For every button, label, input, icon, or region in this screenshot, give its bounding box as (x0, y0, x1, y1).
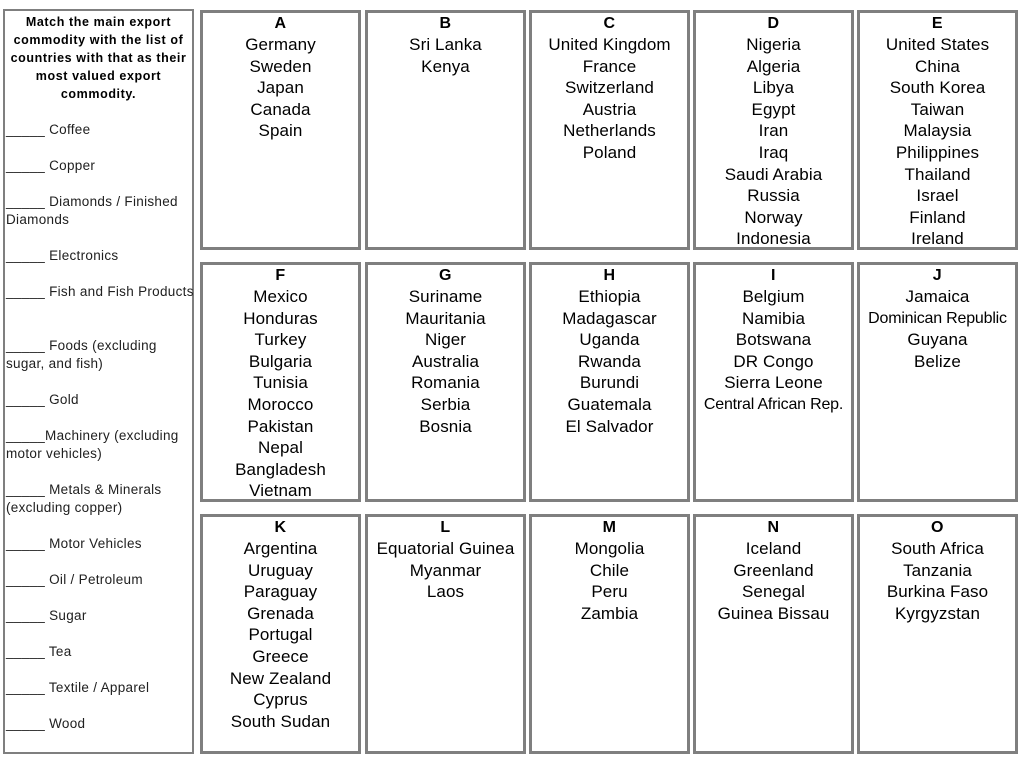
country-name: Malaysia (903, 121, 972, 141)
country-name: Canada (250, 99, 311, 119)
group-letter: A (274, 15, 287, 32)
country-name: Germany (245, 35, 316, 54)
group-letter: J (932, 267, 943, 284)
country-name: Belgium (742, 287, 805, 306)
commodity-sidebar (3, 9, 194, 754)
country-name: Argentina (243, 539, 318, 558)
country-list (696, 286, 851, 416)
country-name: Philippines (895, 142, 980, 162)
country-name: Laos (426, 582, 465, 602)
country-name: DR Congo (733, 351, 814, 371)
commodity-item[interactable]: _____ Motor Vehicles (6, 536, 142, 551)
country-name: Taiwan (910, 99, 965, 119)
country-list (532, 34, 687, 164)
group-letter: L (440, 519, 451, 536)
country-name: Niger (424, 330, 467, 350)
country-name: Israel (916, 186, 959, 206)
country-name: Algeria (746, 56, 801, 76)
country-name: Iran (758, 121, 789, 141)
country-name: Nigeria (746, 35, 801, 54)
country-name: Sri Lanka (409, 35, 482, 54)
country-group-n (693, 514, 854, 754)
country-name: Jamaica (905, 287, 970, 306)
commodity-item[interactable]: _____ Copper (6, 158, 96, 173)
country-name: Guinea Bissau (717, 603, 830, 623)
country-name: Finland (909, 207, 966, 227)
country-name: Peru (591, 582, 628, 602)
country-group-o (857, 514, 1018, 754)
country-name: Poland (582, 142, 637, 162)
country-list (860, 34, 1015, 250)
country-name: South Sudan (230, 711, 331, 731)
country-name: Serbia (420, 394, 471, 414)
country-group-b (365, 10, 526, 250)
country-list (368, 286, 523, 437)
country-name: Spain (258, 121, 303, 141)
country-name: Romania (411, 373, 480, 393)
country-name: Guatemala (567, 394, 652, 414)
country-name: Saudi Arabia (724, 164, 823, 184)
country-name: Greece (252, 646, 309, 666)
country-name: Burundi (579, 373, 640, 393)
country-name: Zambia (580, 603, 639, 623)
group-letter: K (274, 519, 287, 536)
country-name: Rwanda (578, 351, 641, 371)
country-name: Libya (752, 78, 795, 98)
country-name: Greenland (733, 560, 814, 580)
country-name: Turkey (254, 330, 307, 350)
country-name: Bulgaria (248, 351, 313, 371)
country-name: El Salvador (565, 416, 654, 436)
country-name: Cyprus (253, 690, 308, 710)
country-name: Japan (257, 78, 304, 98)
commodity-item[interactable]: _____ Foods (excluding sugar, and fish) (6, 338, 157, 371)
country-name: Grenada (247, 603, 314, 623)
country-name: Nepal (258, 438, 303, 458)
country-name: Pakistan (247, 416, 314, 436)
country-name: Central African Rep. (703, 395, 844, 413)
country-name: Australia (411, 351, 480, 371)
country-name: Mauritania (405, 308, 486, 328)
country-group-j (857, 262, 1018, 502)
country-list (368, 34, 523, 77)
country-list (860, 286, 1015, 372)
commodity-item[interactable]: _____ Sugar (6, 608, 87, 623)
group-letter: B (439, 15, 452, 32)
country-name: Indonesia (736, 229, 811, 249)
country-list (696, 34, 851, 250)
commodity-item[interactable]: _____ Wood (6, 716, 86, 731)
commodity-item[interactable]: _____ Oil / Petroleum (6, 572, 143, 587)
country-list (203, 538, 358, 732)
group-letter: C (603, 15, 616, 32)
country-group-c (529, 10, 690, 250)
country-name: Norway (744, 207, 803, 227)
country-name: Guyana (907, 330, 968, 350)
country-name: Burkina Faso (886, 582, 989, 602)
commodity-item[interactable]: _____ Textile / Apparel (6, 680, 150, 695)
country-name: Ethiopia (578, 287, 641, 306)
country-list (860, 538, 1015, 624)
country-name: Austria (582, 99, 637, 119)
country-list (203, 34, 358, 142)
country-name: South Africa (891, 539, 984, 558)
country-name: Madagascar (562, 308, 657, 328)
country-name: South Korea (889, 78, 986, 98)
country-name: Vietnam (249, 481, 312, 501)
country-name: United Kingdom (548, 35, 671, 54)
group-letter: E (931, 15, 944, 32)
country-list (696, 538, 851, 624)
country-name: Chile (589, 560, 630, 580)
country-group-l (365, 514, 526, 754)
commodity-item[interactable]: _____Machinery (excluding motor vehicles) (6, 428, 179, 461)
country-name: Paraguay (243, 582, 318, 602)
group-letter: I (771, 267, 776, 284)
group-letter: F (275, 267, 286, 284)
group-letter: O (931, 519, 944, 536)
country-group-i (693, 262, 854, 502)
country-name: Senegal (741, 582, 806, 602)
group-letter: M (602, 519, 617, 536)
country-group-a (200, 10, 361, 250)
country-name: Netherlands (563, 121, 656, 141)
country-name: Botswana (735, 330, 812, 350)
country-name: Portugal (248, 625, 313, 645)
instructions-text: Match the main export commodity with the list of countries with that as their most valued export commodity. (10, 15, 187, 101)
country-name: Myanmar (409, 560, 482, 580)
country-group-k (200, 514, 361, 754)
commodity-item[interactable]: _____ Electronics (6, 248, 119, 263)
country-name: Kyrgyzstan (894, 603, 981, 623)
country-group-h (529, 262, 690, 502)
country-list (368, 538, 523, 603)
commodity-item[interactable]: _____ Fish and Fish Products (6, 284, 194, 299)
country-group-g (365, 262, 526, 502)
country-name: Uganda (579, 330, 640, 350)
country-name: Dominican Republic (868, 309, 1007, 327)
country-name: Thailand (904, 164, 971, 184)
country-name: Iraq (758, 142, 789, 162)
country-name: Sierra Leone (724, 373, 823, 393)
group-letter: N (767, 519, 780, 536)
country-list (203, 286, 358, 502)
country-group-d (693, 10, 854, 250)
group-letter: D (767, 15, 780, 32)
country-name: Uruguay (248, 560, 313, 580)
commodity-item[interactable]: _____ Tea (6, 644, 72, 659)
country-list (532, 538, 687, 624)
country-group-e (857, 10, 1018, 250)
group-letter: G (439, 267, 452, 284)
country-name: Iceland (745, 539, 802, 558)
country-name: Russia (747, 186, 800, 206)
country-name: Kenya (421, 56, 470, 76)
country-list (532, 286, 687, 437)
country-name: United States (885, 35, 990, 54)
country-name: Bangladesh (235, 459, 326, 479)
country-name: Belize (914, 351, 961, 371)
country-name: Tanzania (903, 560, 972, 580)
country-name: Mongolia (574, 539, 645, 558)
group-letter: H (603, 267, 616, 284)
country-name: New Zealand (229, 668, 332, 688)
country-group-f (200, 262, 361, 502)
commodity-item[interactable]: _____ Coffee (6, 122, 91, 137)
country-name: Tunisia (253, 373, 308, 393)
country-name: Namibia (741, 308, 806, 328)
country-name: France (582, 56, 637, 76)
country-name: Equatorial Guinea (376, 539, 515, 558)
commodity-item[interactable]: _____ Diamonds / Finished Diamonds (6, 194, 178, 227)
commodity-item[interactable]: _____ Metals & Minerals (excluding copper) (6, 482, 162, 515)
country-name: Bosnia (419, 416, 472, 436)
country-name: Ireland (911, 229, 964, 249)
country-name: Switzerland (565, 78, 654, 98)
country-name: Egypt (751, 99, 796, 119)
country-group-m (529, 514, 690, 754)
commodity-item[interactable]: _____ Gold (6, 392, 79, 407)
country-name: Morocco (247, 394, 314, 414)
country-name: Honduras (243, 308, 318, 328)
country-name: China (915, 56, 960, 76)
country-name: Mexico (253, 287, 308, 306)
country-name: Suriname (408, 287, 483, 306)
country-name: Sweden (249, 56, 312, 76)
